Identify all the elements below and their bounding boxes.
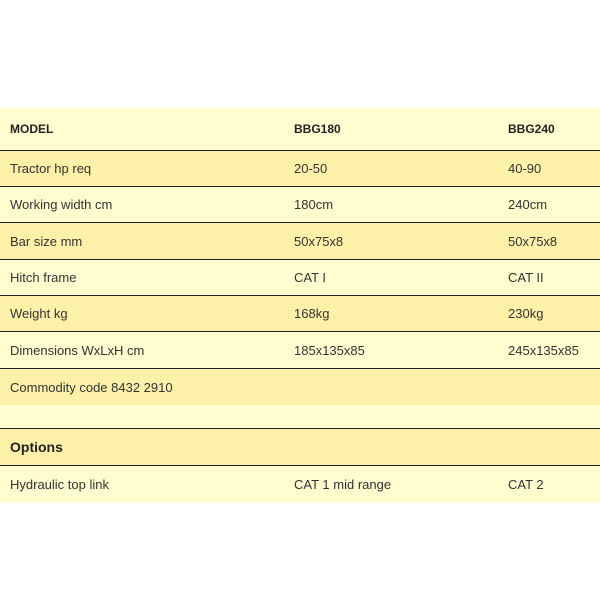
header-bbg240: BBG240	[508, 122, 555, 136]
table-header-row	[0, 108, 600, 151]
row-label: Hitch frame	[10, 270, 77, 285]
commodity-row	[0, 369, 600, 405]
header-bbg180: BBG180	[294, 122, 341, 136]
row-value-bbg240: 245x135x85	[508, 342, 579, 358]
row-value-bbg240: 230kg	[508, 306, 544, 321]
row-value-bbg180: 185x135x85	[294, 342, 365, 358]
table-row	[0, 187, 600, 223]
row-value-bbg180: 20-50	[294, 161, 328, 176]
header-model: MODEL	[10, 122, 54, 136]
row-value-bbg180: 168kg	[294, 306, 330, 321]
table-row	[0, 296, 600, 332]
row-label: Bar size mm	[10, 233, 83, 249]
row-value-bbg240: 40-90	[508, 161, 542, 176]
row-value-bbg240: CAT II	[508, 270, 544, 285]
table-row	[0, 260, 600, 296]
row-label: Hydraulic top link	[10, 477, 109, 492]
options-heading: Options	[10, 439, 63, 455]
row-value-bbg180: 180cm	[294, 197, 334, 212]
row-value-bbg240: 240cm	[508, 197, 548, 212]
row-value-bbg180: CAT I	[294, 270, 327, 285]
row-label: Dimensions WxLxH cm	[10, 342, 145, 358]
spacer-row	[0, 405, 600, 429]
table-row	[0, 223, 600, 260]
row-value-bbg240: 50x75x8	[508, 233, 558, 249]
row-value-bbg240: CAT 2	[508, 477, 544, 492]
table-row	[0, 151, 600, 187]
row-label: Working width cm	[10, 197, 113, 212]
table-row	[0, 332, 600, 369]
spec-table	[0, 108, 600, 503]
options-heading-row	[0, 429, 600, 466]
row-value-bbg180: CAT 1 mid range	[294, 477, 392, 492]
row-label: Weight kg	[10, 306, 68, 321]
row-label: Tractor hp req	[10, 161, 92, 176]
commodity-code: Commodity code 8432 2910	[10, 379, 173, 395]
table-row	[0, 466, 600, 503]
row-value-bbg180: 50x75x8	[294, 233, 344, 249]
